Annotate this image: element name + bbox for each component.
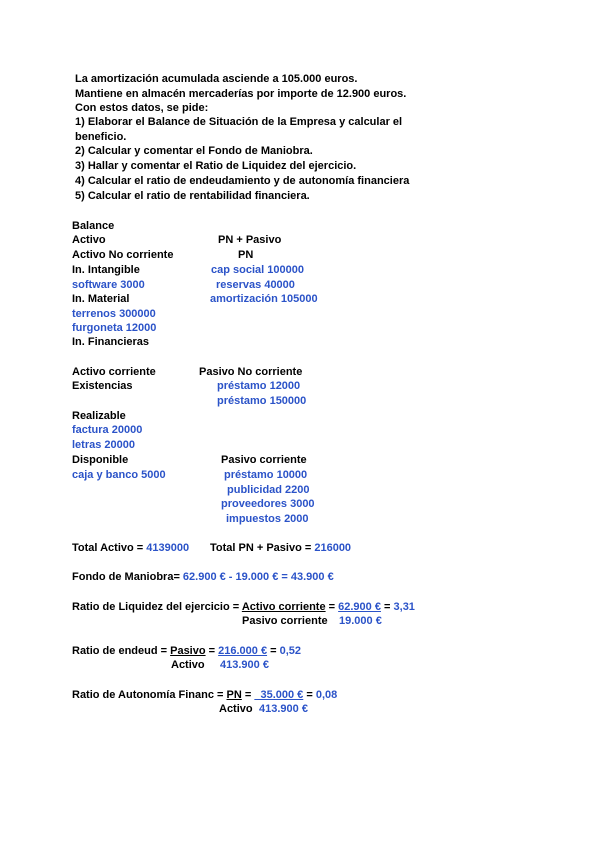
amortizacion-item: amortización 105000 xyxy=(210,293,318,305)
equals-sign: = xyxy=(241,689,255,701)
in-material-heading: In. Material xyxy=(72,293,130,305)
equals-sign: = xyxy=(205,645,219,657)
prestamo-item: préstamo 10000 xyxy=(224,469,308,481)
equals-sign: = xyxy=(303,689,316,701)
realizable-heading: Realizable xyxy=(72,410,126,422)
in-financieras-heading: In. Financieras xyxy=(72,336,150,348)
total-pn-pasivo xyxy=(210,542,351,555)
pn-heading: PN xyxy=(238,249,254,261)
autonomia-num-label: PN xyxy=(226,689,242,701)
publicidad-item: publicidad 2200 xyxy=(227,484,310,496)
caja-banco-item: caja y banco 5000 xyxy=(72,469,166,481)
liquidez-num-label: Activo corriente xyxy=(241,601,326,613)
ratio-endeud xyxy=(72,645,301,658)
ratio-liquidez xyxy=(72,601,415,614)
equals-sign: = xyxy=(325,601,339,613)
autonomia-result: 0,08 xyxy=(315,689,338,701)
intro-line: beneficio. xyxy=(75,131,127,143)
activo-corriente-heading: Activo corriente xyxy=(72,366,156,378)
impuestos-item: impuestos 2000 xyxy=(226,513,309,525)
intro-line: La amortización acumulada asciende a 105.000 euros. xyxy=(75,73,358,85)
intro-line: Con estos datos, se pide: xyxy=(75,102,209,114)
intro-line: 3) Hallar y comentar el Ratio de Liquidez del ejercicio. xyxy=(75,160,357,172)
equals-sign: = xyxy=(380,601,394,613)
pn-pasivo-heading: PN + Pasivo xyxy=(218,234,282,246)
autonomia-den-value: 413.900 € xyxy=(259,703,308,715)
letras-item: letras 20000 xyxy=(72,439,135,451)
autonomia-label: Ratio de Autonomía Financ = xyxy=(72,689,227,701)
liquidez-den-value: 19.000 € xyxy=(339,615,382,627)
intro-line: 2) Calcular y comentar el Fondo de Maniobra. xyxy=(75,145,313,157)
disponible-heading: Disponible xyxy=(72,454,129,466)
pasivo-no-corriente-heading: Pasivo No corriente xyxy=(199,366,303,378)
fondo-label: Fondo de Maniobra= xyxy=(72,571,183,583)
prestamo-item: préstamo 12000 xyxy=(217,380,301,392)
liquidez-den-label: Pasivo corriente xyxy=(242,615,328,627)
pasivo-corriente-heading: Pasivo corriente xyxy=(221,454,307,466)
liquidez-result: 3,31 xyxy=(393,601,415,613)
activo-no-corriente-heading: Activo No corriente xyxy=(72,249,174,261)
endeud-num-value: 216.000 € xyxy=(218,645,268,657)
software-item: software 3000 xyxy=(72,279,145,291)
intro-line: 5) Calcular el ratio de rentabilidad financiera. xyxy=(75,190,310,202)
in-intangible-heading: In. Intangible xyxy=(72,264,140,276)
fondo-maniobra xyxy=(72,571,334,584)
balance-title: Balance xyxy=(72,220,115,232)
intro-line: 1) Elaborar el Balance de Situación de la Empresa y calcular el xyxy=(75,116,403,128)
endeud-num-label: Pasivo xyxy=(170,645,206,657)
furgoneta-item: furgoneta 12000 xyxy=(72,322,157,334)
intro-line: 4) Calcular el ratio de endeudamiento y de autonomía financiera xyxy=(75,175,410,187)
equals-sign: = xyxy=(267,645,280,657)
fondo-value: 62.900 € - 19.000 € = 43.900 € xyxy=(182,571,334,583)
liquidez-num-value: 62.900 € xyxy=(338,601,381,613)
total-activo xyxy=(72,542,189,555)
factura-item: factura 20000 xyxy=(72,424,143,436)
reservas-item: reservas 40000 xyxy=(216,279,295,291)
endeud-den-value: 413.900 € xyxy=(220,659,269,671)
total-pn-label: Total PN + Pasivo = xyxy=(210,542,315,554)
autonomia-den-label: Activo xyxy=(219,703,253,715)
endeud-label: Ratio de endeud = xyxy=(72,645,171,657)
total-activo-value: 4139000 xyxy=(146,542,190,554)
total-pn-value: 216000 xyxy=(314,542,352,554)
autonomia-num-value: 35.000 € xyxy=(254,689,304,701)
proveedores-item: proveedores 3000 xyxy=(221,498,315,510)
ratio-autonomia xyxy=(72,689,337,702)
cap-social-item: cap social 100000 xyxy=(211,264,304,276)
existencias-heading: Existencias xyxy=(72,380,133,392)
endeud-den-label: Activo xyxy=(171,659,205,671)
total-activo-label: Total Activo = xyxy=(72,542,147,554)
activo-heading: Activo xyxy=(72,234,106,246)
liquidez-label: Ratio de Liquidez del ejercicio = xyxy=(72,601,242,613)
endeud-result: 0,52 xyxy=(279,645,302,657)
terrenos-item: terrenos 300000 xyxy=(72,308,156,320)
intro-line: Mantiene en almacén mercaderías por importe de 12.900 euros. xyxy=(75,88,407,100)
prestamo-item: préstamo 150000 xyxy=(217,395,307,407)
